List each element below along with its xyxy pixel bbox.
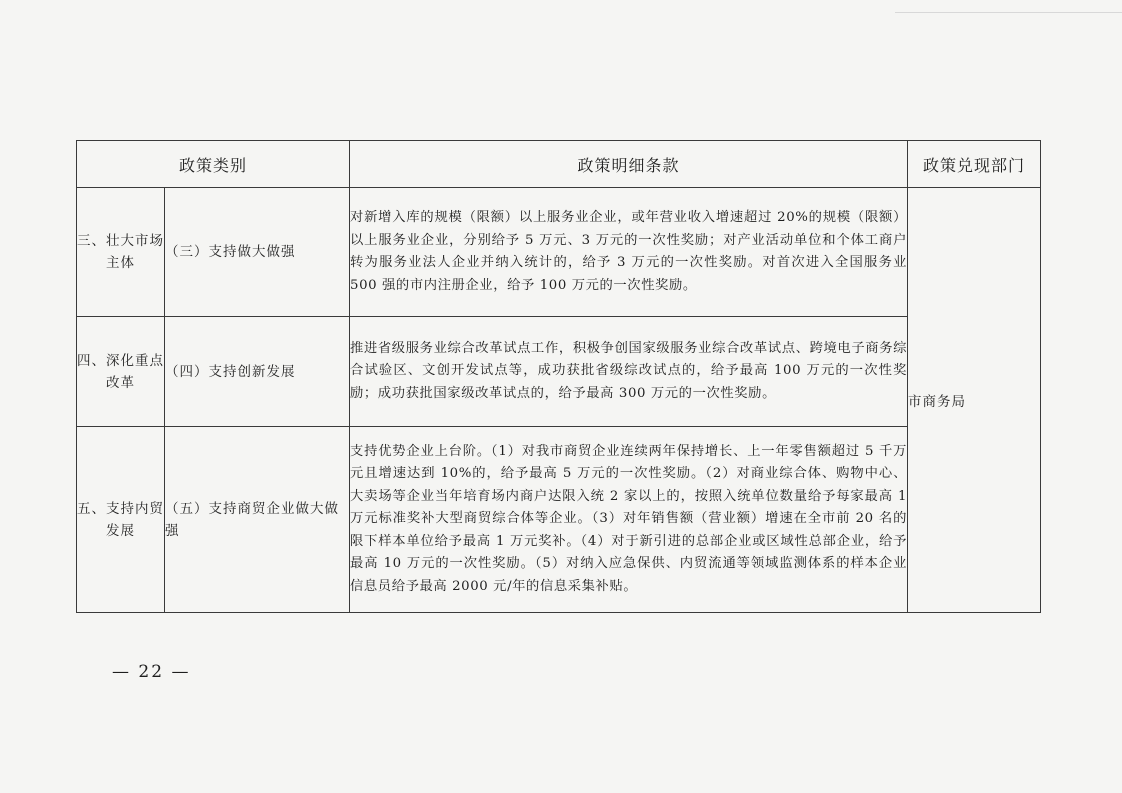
row-category: 四、深化重点改革 bbox=[77, 317, 165, 427]
policy-table bbox=[76, 140, 1041, 613]
header-category: 政策类别 bbox=[77, 141, 350, 188]
table-header-row bbox=[77, 141, 1041, 188]
table-row bbox=[77, 427, 1041, 613]
row-detail: 对新增入库的规模（限额）以上服务业企业，或年营业收入增速超过 20%的规模（限额）以上服务业企业，分别给予 5 万元、3 万元的一次性奖励；对产业活动单位和个体工商户转为服务业法人企业并纳入统计的，给予 3 万元的一次性奖励。对首次进入全国服务业 500 强的市内注册企业，给予 100 万元的一次性奖励。 bbox=[350, 188, 908, 317]
row-subcategory: （三）支持做大做强 bbox=[165, 188, 350, 317]
table-row bbox=[77, 317, 1041, 427]
table-row bbox=[77, 188, 1041, 317]
page-number: — 22 — bbox=[112, 662, 191, 682]
row-detail: 推进省级服务业综合改革试点工作，积极争创国家级服务业综合改革试点、跨境电子商务综合试验区、文创开发试点等，成功获批省级综改试点的，给予最高 100 万元的一次性奖励；成功获批国家级改革试点的，给予最高 300 万元的一次性奖励。 bbox=[350, 317, 908, 427]
header-department: 政策兑现部门 bbox=[908, 141, 1041, 188]
scan-artifact-line bbox=[895, 12, 1122, 13]
row-detail: 支持优势企业上台阶。（1）对我市商贸企业连续两年保持增长、上一年零售额超过 5 千万元且增速达到 10%的，给予最高 5 万元的一次性奖励。（2）对商业综合体、购物中心、大卖场等企业当年培育场内商户达限入统 2 家以上的，按照入统单位数量给予每家最高 1 万元标准奖补大型商贸综合体等企业。（3）对年销售额（营业额）增速在全市前 20 名的限下样本单位给予最高 1 万元奖补。（4）对于新引进的总部企业或区域性总部企业，给予最高 10 万元的一次性奖励。（5）对纳入应急保供、内贸流通等领域监测体系的样本企业信息员给予最高 2000 元/年的信息采集补贴。 bbox=[350, 427, 908, 613]
department-cell: 市商务局 bbox=[908, 188, 1041, 613]
row-subcategory: （四）支持创新发展 bbox=[165, 317, 350, 427]
row-category: 五、支持内贸发展 bbox=[77, 427, 165, 613]
row-subcategory: （五）支持商贸企业做大做强 bbox=[165, 427, 350, 613]
header-detail: 政策明细条款 bbox=[350, 141, 908, 188]
row-category: 三、壮大市场主体 bbox=[77, 188, 165, 317]
